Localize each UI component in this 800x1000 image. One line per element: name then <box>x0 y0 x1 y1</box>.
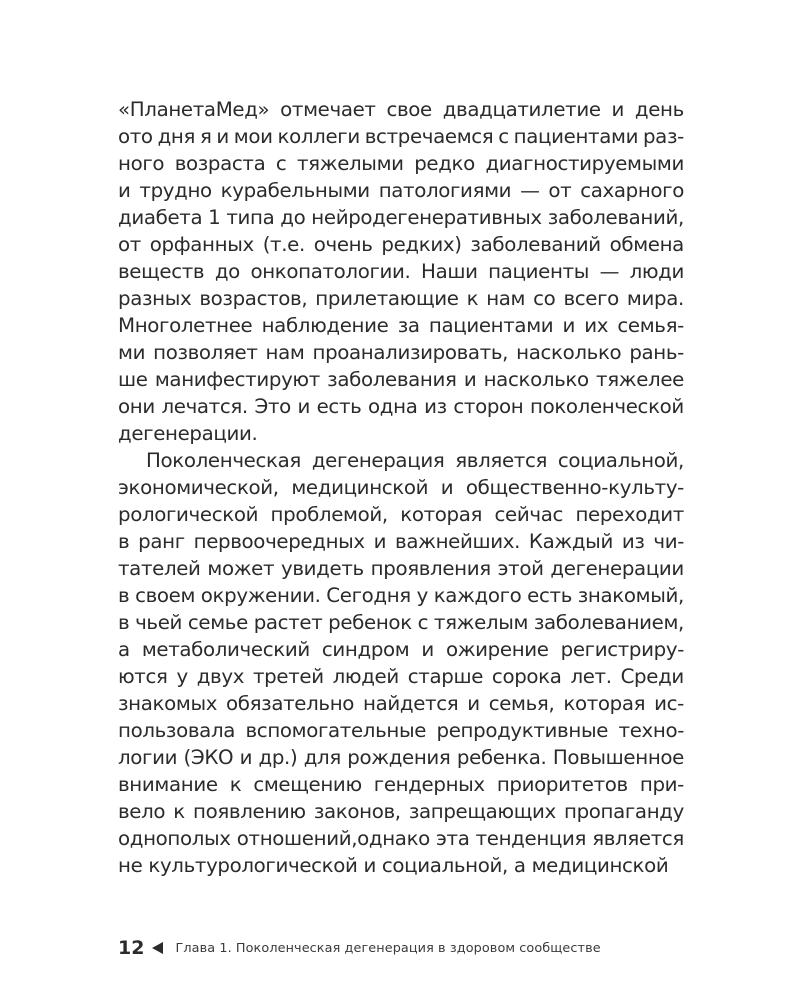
text-line: знакомых обязательно найдется и семья, которая ис- <box>118 692 684 715</box>
text-line: ются у двух третей людей старше сорока лет. Среди <box>118 665 684 688</box>
text-line: экономической, медицинской и общественно-культу- <box>118 476 684 499</box>
text-line: в своем окружении. Сегодня у каждого есть знакомый, <box>118 584 684 607</box>
text-line: ного возраста с тяжелыми редко диагностируемыми <box>118 152 684 175</box>
running-head: Глава 1. Поколенческая дегенерация в здоровом сообществе <box>175 940 601 956</box>
text-line: ше манифестируют заболевания и насколько тяжелее <box>118 368 684 391</box>
text-line: диабета 1 типа до нейродегенеративных заболеваний, <box>118 206 684 229</box>
text-line: внимание к смещению гендерных приоритетов при- <box>118 773 684 796</box>
text-line: вело к появлению законов, запрещающих пропаганду <box>118 800 684 823</box>
text-line: не культурологической и социальной, а медицинской <box>118 854 669 877</box>
text-line: в чьей семье растет ребенок с тяжелым заболеванием, <box>118 611 684 634</box>
text-line: они лечатся. Это и есть одна из сторон поколенческой <box>118 395 684 418</box>
paragraph-1 <box>118 96 684 447</box>
text-line: от орфанных (т.е. очень редких) заболеваний обмена <box>118 233 684 256</box>
text-line: Поколенческая дегенерация является социальной, <box>146 449 684 472</box>
text-line: Многолетнее наблюдение за пациентами и их семья- <box>118 314 684 337</box>
text-line: однополых отношений,однако эта тенденция является <box>118 827 684 850</box>
text-line: дегенерации. <box>118 422 258 445</box>
text-line: ото дня я и мои коллеги встречаемся с пациентами раз- <box>118 125 684 148</box>
paragraph-2 <box>118 447 684 879</box>
text-line: в ранг первоочередных и важнейших. Каждый из чи- <box>118 530 684 553</box>
arrow-left-icon <box>152 942 163 954</box>
text-line: логии (ЭКО и др.) для рождения ребенка. Повышенное <box>118 746 684 769</box>
text-line: пользовала вспомогательные репродуктивные техно- <box>118 719 684 742</box>
text-line: тателей может увидеть проявления этой дегенерации <box>118 557 684 580</box>
page-number: 12 <box>118 937 145 959</box>
page-body <box>118 96 684 879</box>
text-line: веществ до онкопатологии. Наши пациенты — люди <box>118 260 684 283</box>
text-line: а метаболический синдром и ожирение регистриру- <box>118 638 684 661</box>
text-line: разных возрастов, прилетающие к нам со всего мира. <box>118 287 684 310</box>
text-line: ми позволяет нам проанализировать, насколько рань- <box>118 341 684 364</box>
text-line: «ПланетаМед» отмечает свое двадцатилетие и день <box>118 98 684 121</box>
text-line: и трудно курабельными патологиями — от сахарного <box>118 179 684 202</box>
text-line: рологической проблемой, которая сейчас переходит <box>118 503 684 526</box>
page-footer <box>118 937 601 959</box>
